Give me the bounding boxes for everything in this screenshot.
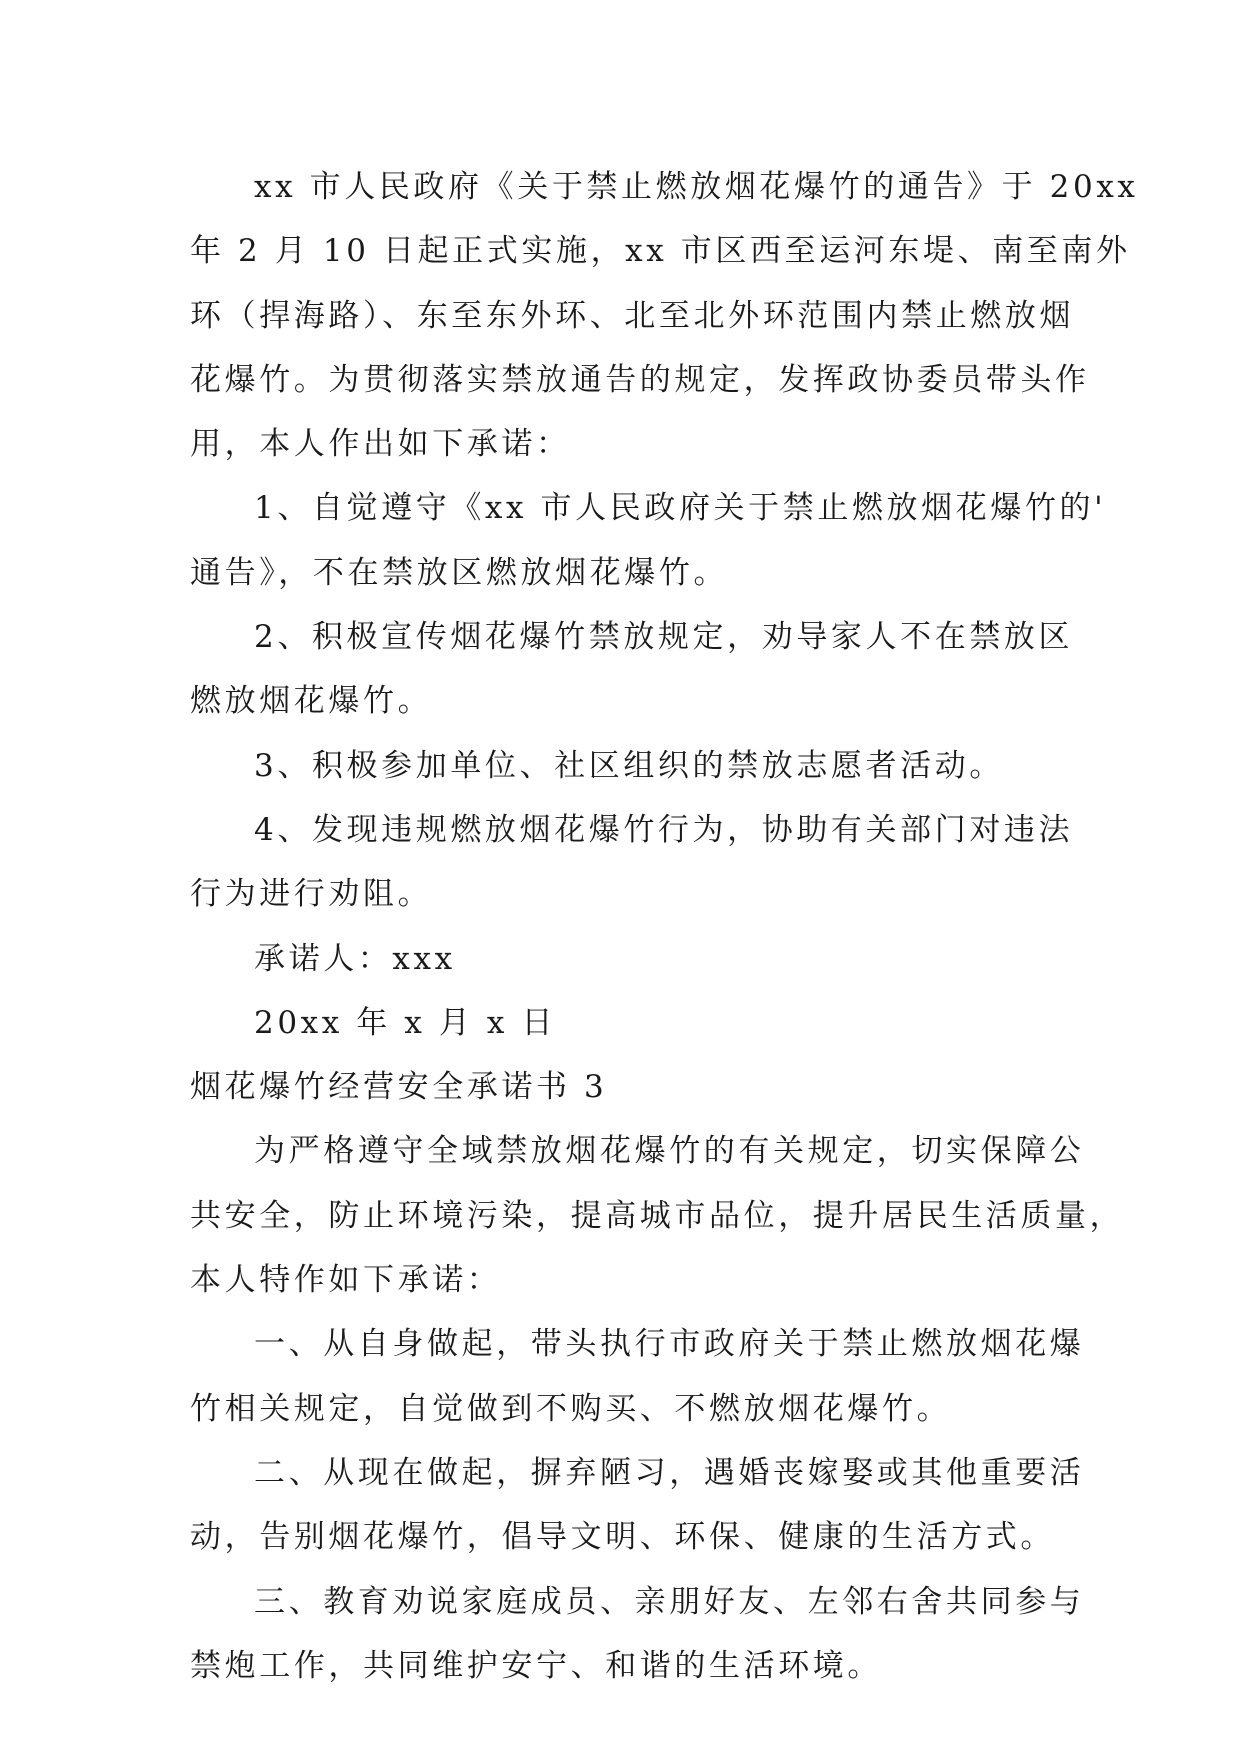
- text-line: 4、发现违规燃放烟花爆竹行为，协助有关部门对违法: [254, 811, 1074, 848]
- text-line: 用，本人作出如下承诺：: [190, 426, 571, 463]
- text-line: 1、自觉遵守《xx 市人民政府关于禁止燃放烟花爆竹的': [254, 490, 1107, 527]
- date-line: 20xx 年 x 月 x 日: [254, 1004, 557, 1041]
- text-line: 一、从自身做起，带头执行市政府关于禁止燃放烟花爆: [254, 1326, 1085, 1363]
- text-line: 3、积极参加单位、社区组织的禁放志愿者活动。: [254, 747, 1004, 784]
- text-line: 竹相关规定，自觉做到不购买、不燃放烟花爆竹。: [190, 1390, 952, 1427]
- section-title: 烟花爆竹经营安全承诺书 3: [190, 1069, 608, 1106]
- text-line: 本人特作如下承诺：: [190, 1262, 502, 1299]
- text-line: 通告》，不在禁放区燃放烟花爆竹。: [190, 554, 729, 591]
- text-line: 禁炮工作，共同维护安宁、和谐的生活环境。: [190, 1647, 882, 1684]
- document-body: [190, 155, 1139, 1698]
- text-line: 燃放烟花爆竹。: [190, 683, 433, 720]
- signer-line: 承诺人：xxx: [254, 940, 456, 977]
- text-line: 行为进行劝阻。: [190, 876, 433, 913]
- text-line: 2、积极宣传烟花爆竹禁放规定，劝导家人不在禁放区: [254, 619, 1074, 656]
- text-line: 花爆竹。为贯彻落实禁放通告的规定，发挥政协委员带头作: [190, 361, 1090, 398]
- text-line: 二、从现在做起，摒弃陋习，遇婚丧嫁娶或其他重要活: [254, 1454, 1085, 1491]
- text-line: 动，告别烟花爆竹，倡导文明、环保、健康的生活方式。: [190, 1519, 1055, 1556]
- text-line: xx 市人民政府《关于禁止燃放烟花爆竹的通告》于 20xx: [254, 169, 1139, 205]
- text-line: 为严格遵守全域禁放烟花爆竹的有关规定，切实保障公: [254, 1133, 1085, 1170]
- text-line: 年 2 月 10 日起正式实施，xx 市区西至运河东堤、南至南外: [190, 233, 1131, 270]
- text-line: 环（捍海路）、东至东外环、北至北外环范围内禁止燃放烟: [190, 297, 1075, 334]
- text-line: 三、教育劝说家庭成员、亲朋好友、左邻右舍共同参与: [254, 1583, 1085, 1620]
- text-line: 共安全，防止环境污染，提高城市品位，提升居民生活质量，: [190, 1197, 1125, 1234]
